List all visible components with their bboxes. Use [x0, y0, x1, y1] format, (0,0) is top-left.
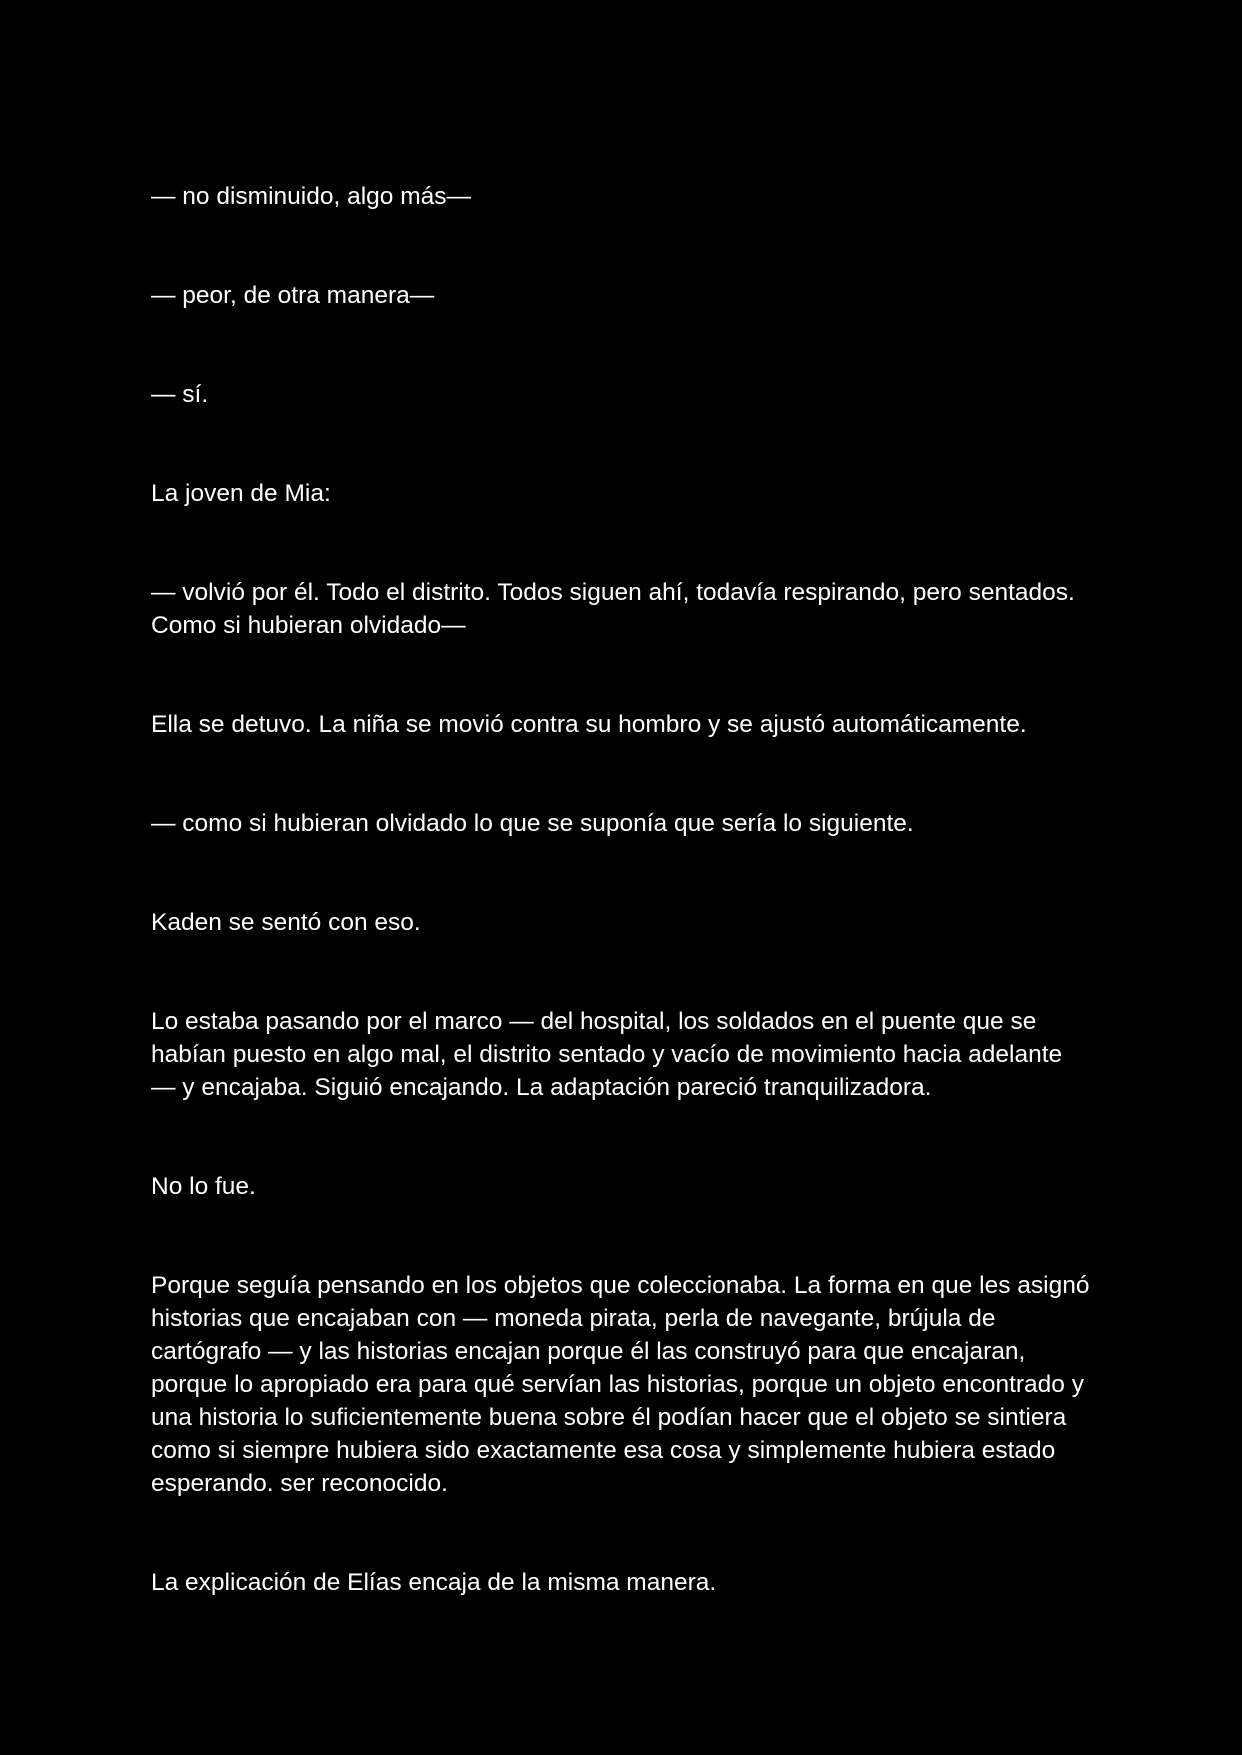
document-page	[151, 180, 1091, 1665]
paragraph: — como si hubieran olvidado lo que se suponía que sería lo siguiente.	[151, 810, 914, 837]
paragraph: — volvió por él. Todo el distrito. Todos siguen ahí, todavía respirando, pero sentados. Como si hubieran olvidado—	[151, 579, 1075, 639]
paragraph: Ella se detuvo. La niña se movió contra su hombro y se ajustó automáticamente.	[151, 711, 1027, 738]
paragraph: La explicación de Elías encaja de la misma manera.	[151, 1569, 717, 1596]
paragraph: Porque seguía pensando en los objetos que coleccionaba. La forma en que les asignó historias que encajaban con — moneda pirata, perla de navegante, brújula de cartógrafo — y las historias encajan porque él las construyó para que encajaran, porque lo apropiado era para qué servían las historias, porque un objeto encontrado y una historia lo suficientemente buena sobre él podían hacer que el objeto se sintiera como si siempre hubiera sido exactamente esa cosa y simplemente hubiera estado esperando. ser reconocido.	[151, 1272, 1090, 1497]
paragraph: — peor, de otra manera—	[151, 282, 435, 309]
paragraph: No lo fue.	[151, 1173, 256, 1200]
paragraph: Kaden se sentó con eso.	[151, 909, 421, 936]
paragraph: Lo estaba pasando por el marco — del hospital, los soldados en el puente que se habían puesto en algo mal, el distrito sentado y vacío de movimiento hacia adelante — y encajaba. Siguió encajando. La adaptación pareció tranquilizadora.	[151, 1008, 1063, 1101]
paragraph: La joven de Mia:	[151, 480, 331, 507]
paragraph: — sí.	[151, 381, 209, 408]
paragraph: — no disminuido, algo más—	[151, 183, 472, 210]
